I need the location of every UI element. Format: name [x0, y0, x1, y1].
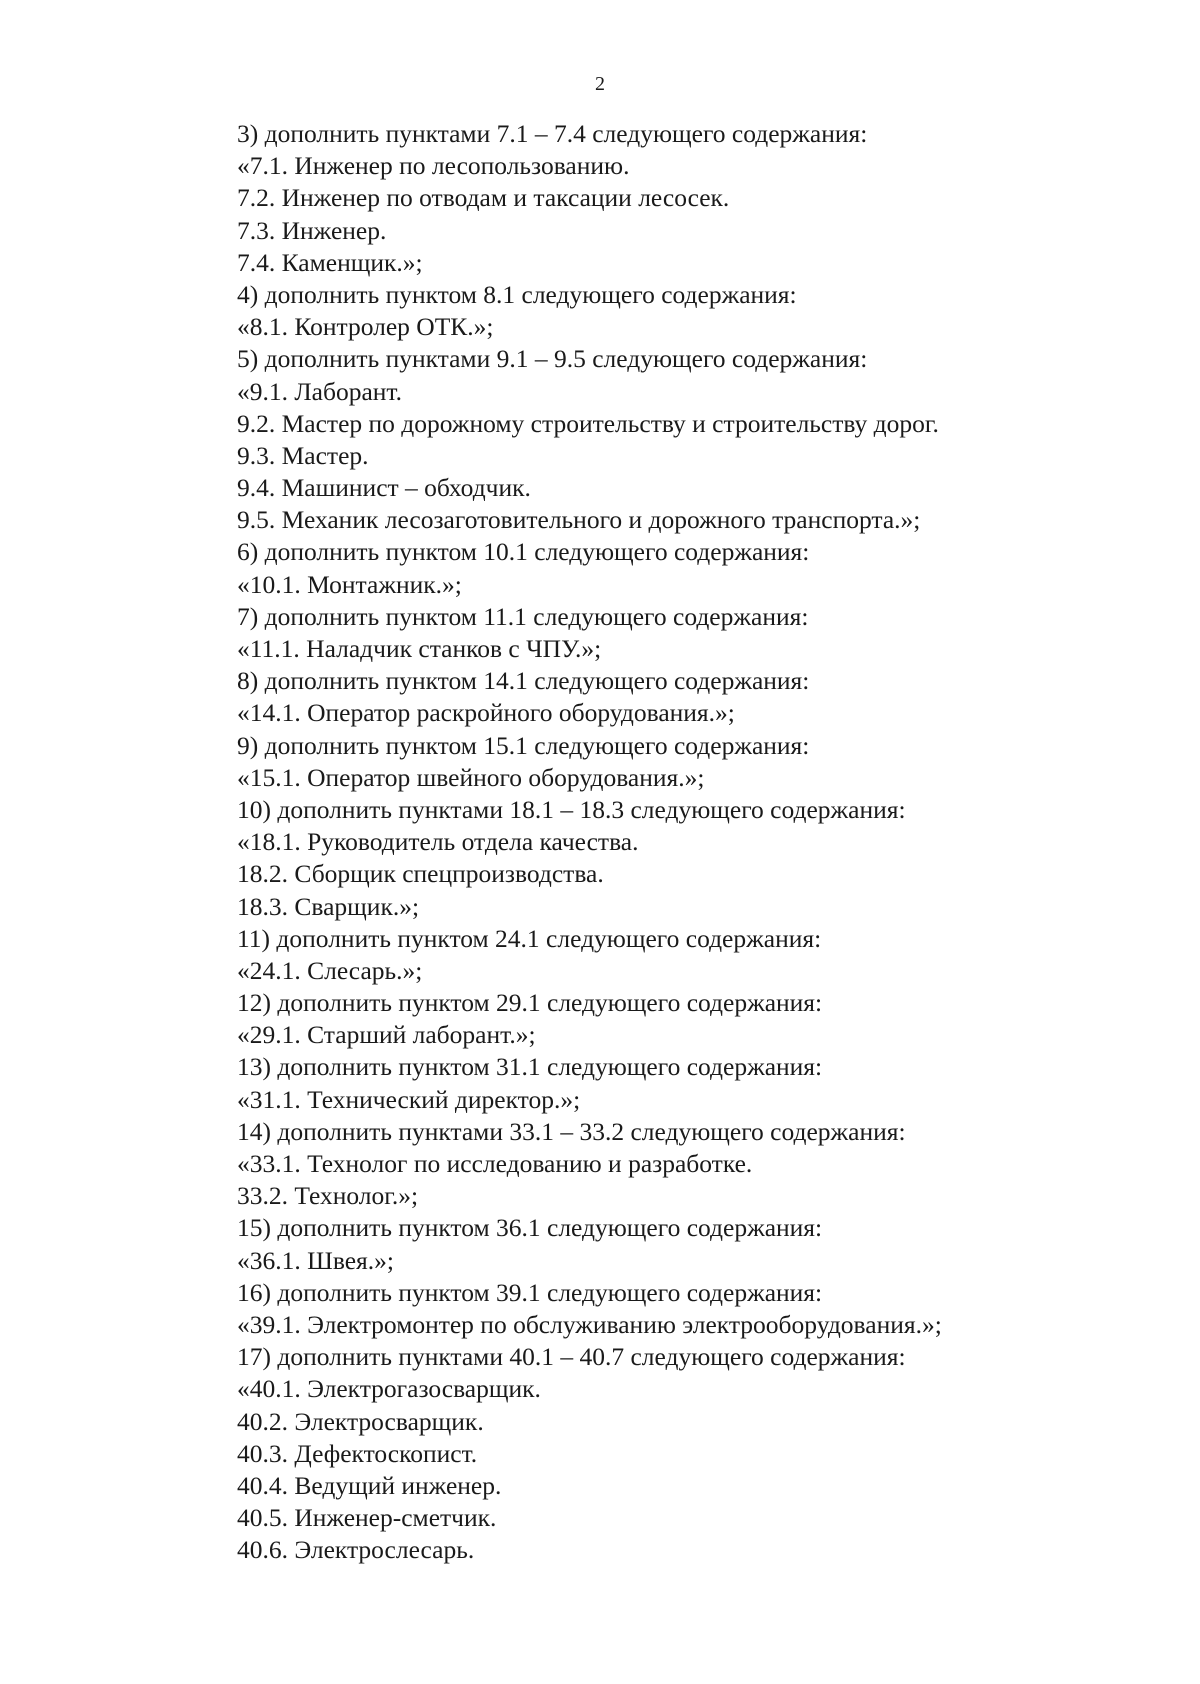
text-line: 9) дополнить пунктом 15.1 следующего содержания: [237, 730, 810, 760]
text-line: 9.3. Мастер. [237, 440, 369, 470]
text-line: «39.1. Электромонтер по обслуживанию электрооборудования.»; [237, 1309, 942, 1339]
text-line: «33.1. Технолог по исследованию и разработке. [237, 1149, 753, 1178]
text-line: «40.1. Электрогазосварщик. [237, 1374, 541, 1404]
page-number: 2 [595, 73, 605, 95]
text-line: «9.1. Лаборант. [237, 376, 403, 406]
text-line: 18.3. Сварщик.»; [237, 891, 420, 921]
text-line: 15) дополнить пунктом 36.1 следующего содержания: [237, 1213, 823, 1243]
text-line: 40.3. Дефектоскопист. [237, 1438, 478, 1468]
text-line: 40.5. Инженер-сметчик. [237, 1503, 497, 1533]
text-line: «29.1. Старший лаборант.»; [237, 1020, 536, 1050]
text-line: «24.1. Слесарь.»; [237, 955, 423, 985]
text-line: 5) дополнить пунктами 9.1 – 9.5 следующего содержания: [237, 344, 868, 374]
text-line: 7.2. Инженер по отводам и таксации лесосек. [237, 183, 730, 213]
amendment-list [237, 118, 1137, 1566]
text-line: 12) дополнить пунктом 29.1 следующего содержания: [237, 988, 823, 1018]
text-line: 4) дополнить пунктом 8.1 следующего содержания: [237, 279, 797, 309]
text-line: 6) дополнить пунктом 10.1 следующего содержания: [237, 537, 810, 567]
text-line: 18.2. Сборщик спецпроизводства. [237, 859, 604, 889]
text-line: 9.5. Механик лесозаготовительного и дорожного транспорта.»; [237, 505, 921, 535]
text-line: 7.4. Каменщик.»; [237, 247, 423, 277]
text-line: 8) дополнить пунктом 14.1 следующего содержания: [237, 666, 810, 696]
text-line: 9.2. Мастер по дорожному строительству и строительству дорог. [237, 408, 939, 438]
text-line: «36.1. Швея.»; [237, 1245, 394, 1275]
text-line: 16) дополнить пунктом 39.1 следующего содержания: [237, 1277, 823, 1307]
text-line: 33.2. Технолог.»; [237, 1181, 419, 1211]
text-line: «14.1. Оператор раскройного оборудования.»; [237, 698, 735, 728]
text-line: «7.1. Инженер по лесопользованию. [237, 151, 630, 181]
text-line: 7.3. Инженер. [237, 215, 387, 245]
text-line: «8.1. Контролер ОТК.»; [237, 312, 494, 342]
text-line: «10.1. Монтажник.»; [237, 569, 462, 599]
text-line: 11) дополнить пунктом 24.1 следующего содержания: [237, 923, 822, 953]
text-line: «15.1. Оператор швейного оборудования.»; [237, 762, 705, 792]
text-line: 7) дополнить пунктом 11.1 следующего содержания: [237, 601, 809, 631]
text-line: 9.4. Машинист – обходчик. [237, 473, 531, 503]
text-line: 14) дополнить пунктами 33.1 – 33.2 следующего содержания: [237, 1116, 906, 1146]
text-line: «18.1. Руководитель отдела качества. [237, 827, 639, 857]
text-line: «31.1. Технический директор.»; [237, 1084, 581, 1114]
text-line: 40.6. Электрослесарь. [237, 1535, 475, 1565]
text-line: 40.2. Электросварщик. [237, 1406, 484, 1436]
text-line: 13) дополнить пунктом 31.1 следующего содержания: [237, 1052, 823, 1082]
text-line: 17) дополнить пунктами 40.1 – 40.7 следующего содержания: [237, 1342, 906, 1372]
text-line: 10) дополнить пунктами 18.1 – 18.3 следующего содержания: [237, 794, 906, 824]
text-line: «11.1. Наладчик станков с ЧПУ.»; [237, 634, 602, 663]
text-line: 3) дополнить пунктами 7.1 – 7.4 следующего содержания: [237, 119, 868, 148]
text-line: 40.4. Ведущий инженер. [237, 1470, 502, 1500]
